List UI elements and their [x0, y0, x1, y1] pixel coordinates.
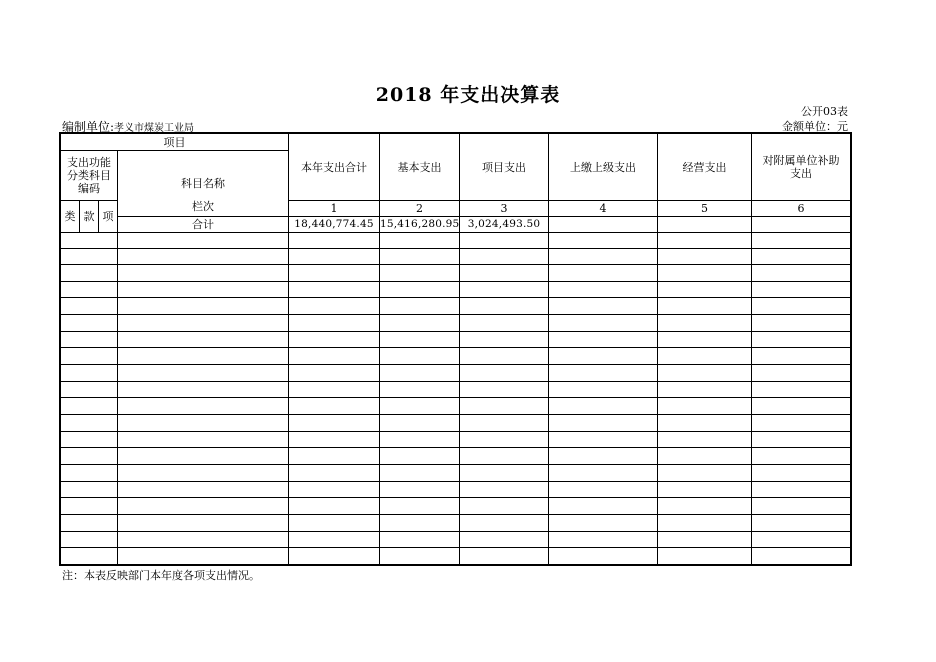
total-value-6	[752, 217, 851, 233]
header-col-project: 项目支出	[460, 134, 549, 201]
cell-subject	[118, 348, 289, 365]
cell-value	[460, 465, 549, 482]
cell-value	[289, 415, 380, 432]
table-row	[61, 465, 851, 482]
row-lanci	[118, 200, 289, 233]
table-row	[61, 448, 851, 465]
compiling-unit-label: 编制单位:	[62, 120, 115, 134]
table-row	[61, 382, 851, 398]
cell-code	[61, 532, 118, 548]
cell-value	[460, 432, 549, 448]
cell-value	[752, 498, 851, 515]
cell-value	[380, 398, 460, 415]
cell-value	[460, 298, 549, 315]
cell-subject	[118, 415, 289, 432]
cell-value	[658, 265, 752, 282]
cell-value	[549, 482, 658, 498]
cell-subject	[118, 332, 289, 348]
cell-value	[460, 515, 549, 532]
cell-value	[752, 298, 851, 315]
cell-code	[61, 249, 118, 265]
cell-value	[289, 498, 380, 515]
table-row	[61, 249, 851, 265]
cell-value	[549, 532, 658, 548]
cell-subject	[118, 298, 289, 315]
table-row	[61, 515, 851, 532]
cell-subject	[118, 465, 289, 482]
cell-value	[658, 415, 752, 432]
cell-value	[752, 448, 851, 465]
cell-value	[289, 482, 380, 498]
cell-value	[549, 365, 658, 382]
cell-value	[549, 432, 658, 448]
cell-code	[61, 448, 118, 465]
cell-value	[752, 532, 851, 548]
cell-value	[752, 332, 851, 348]
cell-value	[658, 348, 752, 365]
cell-code	[61, 265, 118, 282]
table-row	[61, 332, 851, 348]
cell-code	[61, 515, 118, 532]
row-lanci-label: 栏次	[192, 200, 214, 213]
cell-value	[549, 332, 658, 348]
cell-value	[380, 465, 460, 482]
cell-code	[61, 398, 118, 415]
col-number-2: 2	[380, 201, 460, 217]
table-row	[61, 482, 851, 498]
header-col-total: 本年支出合计	[289, 134, 380, 201]
cell-value	[658, 298, 752, 315]
cell-value	[289, 348, 380, 365]
cell-value	[549, 398, 658, 415]
cell-subject	[118, 382, 289, 398]
total-label: 合计	[192, 218, 214, 231]
cell-value	[752, 348, 851, 365]
table-row	[61, 265, 851, 282]
cell-value	[460, 233, 549, 249]
cell-value	[380, 315, 460, 332]
cell-value	[752, 548, 851, 565]
cell-value	[380, 332, 460, 348]
compiling-unit-name: 孝义市煤炭工业局	[114, 123, 195, 134]
total-value-4	[549, 217, 658, 233]
col-number-1: 1	[289, 201, 380, 217]
col-number-5: 5	[658, 201, 752, 217]
cell-value	[549, 298, 658, 315]
cell-value	[380, 448, 460, 465]
cell-value	[752, 515, 851, 532]
cell-value	[658, 532, 752, 548]
cell-value	[380, 382, 460, 398]
cell-subject	[118, 315, 289, 332]
cell-value	[460, 315, 549, 332]
cell-value	[380, 415, 460, 432]
cell-value	[460, 532, 549, 548]
table-row	[61, 548, 851, 565]
cell-code	[61, 498, 118, 515]
col-number-4: 4	[549, 201, 658, 217]
page-title: 2018 年支出决算表	[375, 84, 561, 106]
cell-value	[460, 398, 549, 415]
header-col-remit: 上缴上级支出	[549, 134, 658, 201]
cell-value	[752, 398, 851, 415]
table-row	[61, 365, 851, 382]
header-col-subsidy: 对附属单位补助支出	[752, 134, 851, 201]
cell-value	[658, 315, 752, 332]
cell-value	[752, 315, 851, 332]
cell-value	[380, 548, 460, 565]
table-row	[61, 432, 851, 448]
cell-value	[549, 315, 658, 332]
amount-unit: 金额单位：元	[782, 120, 848, 133]
cell-value	[380, 515, 460, 532]
cell-value	[460, 332, 549, 348]
cell-code	[61, 282, 118, 298]
table-row	[61, 532, 851, 548]
empty-rows	[61, 233, 851, 565]
cell-value	[658, 233, 752, 249]
cell-value	[380, 532, 460, 548]
cell-subject	[118, 548, 289, 565]
cell-subject	[118, 265, 289, 282]
cell-value	[752, 282, 851, 298]
header-col-basic: 基本支出	[380, 134, 460, 201]
cell-value	[549, 498, 658, 515]
cell-value	[658, 432, 752, 448]
table-row	[61, 282, 851, 298]
cell-value	[289, 398, 380, 415]
cell-value	[658, 398, 752, 415]
cell-value	[289, 515, 380, 532]
cell-value	[752, 382, 851, 398]
cell-value	[658, 365, 752, 382]
cell-subject	[118, 282, 289, 298]
cell-value	[460, 548, 549, 565]
cell-value	[658, 448, 752, 465]
cell-code	[61, 348, 118, 365]
cell-value	[380, 482, 460, 498]
cell-value	[752, 465, 851, 482]
cell-value	[658, 249, 752, 265]
cell-subject	[118, 398, 289, 415]
cell-value	[549, 382, 658, 398]
cell-value	[549, 415, 658, 432]
cell-value	[380, 348, 460, 365]
cell-value	[460, 365, 549, 382]
cell-value	[289, 233, 380, 249]
cell-value	[752, 249, 851, 265]
cell-value	[289, 282, 380, 298]
header-lei: 类	[61, 201, 80, 233]
table-row	[61, 233, 851, 249]
cell-subject	[118, 515, 289, 532]
cell-value	[549, 448, 658, 465]
cell-subject	[118, 532, 289, 548]
table-row	[61, 315, 851, 332]
cell-value	[380, 432, 460, 448]
cell-value	[549, 465, 658, 482]
cell-value	[289, 432, 380, 448]
cell-code	[61, 233, 118, 249]
cell-subject	[118, 432, 289, 448]
cell-value	[289, 365, 380, 382]
cell-value	[752, 233, 851, 249]
cell-code	[61, 382, 118, 398]
header-kuan: 款	[80, 201, 99, 233]
cell-value	[658, 382, 752, 398]
header-item: 项目	[61, 134, 289, 151]
cell-subject	[118, 365, 289, 382]
cell-value	[460, 415, 549, 432]
cell-value	[460, 249, 549, 265]
expenditure-table	[60, 133, 851, 565]
cell-value	[289, 298, 380, 315]
cell-value	[380, 249, 460, 265]
cell-value	[289, 382, 380, 398]
cell-subject	[118, 482, 289, 498]
cell-value	[549, 265, 658, 282]
header-subject-name: 科目名称	[118, 151, 289, 217]
cell-code	[61, 465, 118, 482]
cell-value	[549, 233, 658, 249]
table-row	[61, 398, 851, 415]
cell-value	[658, 465, 752, 482]
cell-value	[752, 432, 851, 448]
total-value-2: 15,416,280.95	[380, 217, 460, 233]
cell-value	[549, 282, 658, 298]
cell-value	[752, 415, 851, 432]
cell-value	[289, 332, 380, 348]
cell-code	[61, 315, 118, 332]
cell-value	[380, 298, 460, 315]
table-row	[61, 498, 851, 515]
total-value-3: 3,024,493.50	[460, 217, 549, 233]
cell-value	[289, 465, 380, 482]
cell-value	[380, 365, 460, 382]
cell-value	[460, 348, 549, 365]
cell-subject	[118, 448, 289, 465]
cell-value	[460, 498, 549, 515]
cell-code	[61, 365, 118, 382]
cell-value	[549, 515, 658, 532]
cell-value	[289, 532, 380, 548]
cell-subject	[118, 498, 289, 515]
header-col-business: 经营支出	[658, 134, 752, 201]
cell-value	[549, 249, 658, 265]
cell-value	[289, 265, 380, 282]
cell-value	[289, 548, 380, 565]
form-number: 公开03表	[801, 105, 848, 118]
total-value-1: 18,440,774.45	[289, 217, 380, 233]
cell-value	[549, 348, 658, 365]
cell-code	[61, 482, 118, 498]
cell-code	[61, 415, 118, 432]
table-note: 注：本表反映部门本年度各项支出情况。	[62, 569, 260, 582]
cell-value	[380, 282, 460, 298]
header-xiang: 项	[99, 201, 118, 233]
cell-value	[380, 265, 460, 282]
cell-code	[61, 332, 118, 348]
cell-value	[460, 382, 549, 398]
col-number-3: 3	[460, 201, 549, 217]
cell-value	[658, 482, 752, 498]
cell-value	[752, 365, 851, 382]
cell-value	[658, 515, 752, 532]
cell-value	[549, 548, 658, 565]
cell-value	[289, 448, 380, 465]
header-func-code: 支出功能分类科目编码	[61, 151, 118, 201]
table-row	[61, 415, 851, 432]
table-row	[61, 348, 851, 365]
cell-value	[460, 448, 549, 465]
cell-value	[658, 282, 752, 298]
total-value-5	[658, 217, 752, 233]
cell-code	[61, 432, 118, 448]
cell-value	[380, 233, 460, 249]
cell-code	[61, 298, 118, 315]
cell-value	[380, 498, 460, 515]
cell-code	[61, 548, 118, 565]
cell-value	[289, 249, 380, 265]
cell-value	[289, 315, 380, 332]
cell-value	[460, 282, 549, 298]
table-row	[61, 298, 851, 315]
cell-value	[658, 332, 752, 348]
col-number-6: 6	[752, 201, 851, 217]
cell-subject	[118, 233, 289, 249]
cell-value	[460, 265, 549, 282]
cell-value	[658, 548, 752, 565]
cell-value	[658, 498, 752, 515]
cell-value	[752, 482, 851, 498]
cell-subject	[118, 249, 289, 265]
cell-value	[460, 482, 549, 498]
cell-value	[752, 265, 851, 282]
